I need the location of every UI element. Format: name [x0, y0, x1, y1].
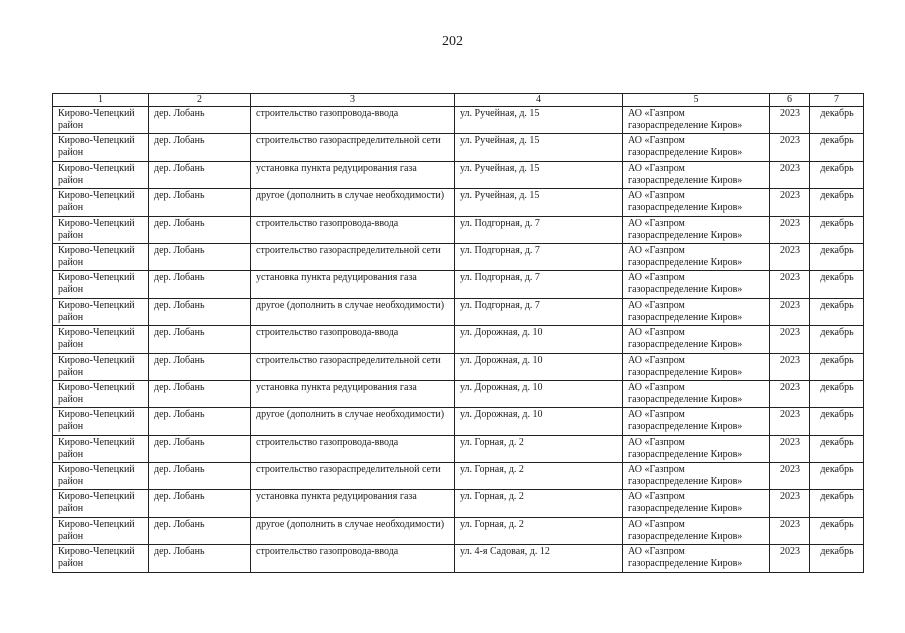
cell-district: Кирово-Чепецкий район — [53, 380, 149, 407]
cell-district: Кирово-Чепецкий район — [53, 243, 149, 270]
cell-organization: АО «Газпром газораспределение Киров» — [623, 545, 770, 572]
cell-district: Кирово-Чепецкий район — [53, 408, 149, 435]
table-row — [53, 517, 864, 544]
cell-address: ул. Дорожная, д. 10 — [455, 380, 623, 407]
cell-month: декабрь — [810, 298, 864, 325]
cell-month: декабрь — [810, 107, 864, 134]
cell-organization: АО «Газпром газораспределение Киров» — [623, 435, 770, 462]
cell-organization: АО «Газпром газораспределение Киров» — [623, 408, 770, 435]
cell-address: ул. Подгорная, д. 7 — [455, 216, 623, 243]
table-row — [53, 134, 864, 161]
cell-month: декабрь — [810, 408, 864, 435]
cell-work-type: строительство газораспределительной сети — [251, 243, 455, 270]
cell-address: ул. Подгорная, д. 7 — [455, 298, 623, 325]
cell-district: Кирово-Чепецкий район — [53, 490, 149, 517]
cell-organization: АО «Газпром газораспределение Киров» — [623, 189, 770, 216]
cell-organization: АО «Газпром газораспределение Киров» — [623, 271, 770, 298]
cell-work-type: другое (дополнить в случае необходимости) — [251, 408, 455, 435]
cell-year: 2023 — [770, 161, 810, 188]
table-row — [53, 545, 864, 572]
cell-address: ул. Ручейная, д. 15 — [455, 189, 623, 216]
cell-settlement: дер. Лобань — [149, 271, 251, 298]
cell-year: 2023 — [770, 463, 810, 490]
cell-work-type: строительство газопровода-ввода — [251, 545, 455, 572]
cell-settlement: дер. Лобань — [149, 353, 251, 380]
cell-month: декабрь — [810, 353, 864, 380]
cell-work-type: установка пункта редуцирования газа — [251, 161, 455, 188]
cell-month: декабрь — [810, 161, 864, 188]
cell-organization: АО «Газпром газораспределение Киров» — [623, 243, 770, 270]
table-row — [53, 380, 864, 407]
cell-year: 2023 — [770, 517, 810, 544]
cell-settlement: дер. Лобань — [149, 490, 251, 517]
cell-organization: АО «Газпром газораспределение Киров» — [623, 216, 770, 243]
cell-settlement: дер. Лобань — [149, 134, 251, 161]
table-row — [53, 271, 864, 298]
cell-district: Кирово-Чепецкий район — [53, 353, 149, 380]
column-header: 5 — [623, 94, 770, 107]
cell-month: декабрь — [810, 435, 864, 462]
cell-year: 2023 — [770, 243, 810, 270]
table-row — [53, 326, 864, 353]
cell-work-type: установка пункта редуцирования газа — [251, 380, 455, 407]
table-row — [53, 161, 864, 188]
cell-settlement: дер. Лобань — [149, 216, 251, 243]
cell-work-type: строительство газопровода-ввода — [251, 326, 455, 353]
cell-settlement: дер. Лобань — [149, 189, 251, 216]
table-row — [53, 408, 864, 435]
cell-organization: АО «Газпром газораспределение Киров» — [623, 490, 770, 517]
cell-district: Кирово-Чепецкий район — [53, 435, 149, 462]
cell-address: ул. Ручейная, д. 15 — [455, 161, 623, 188]
cell-year: 2023 — [770, 380, 810, 407]
cell-district: Кирово-Чепецкий район — [53, 161, 149, 188]
cell-work-type: строительство газораспределительной сети — [251, 353, 455, 380]
cell-month: декабрь — [810, 380, 864, 407]
page-number: 202 — [442, 34, 463, 49]
cell-settlement: дер. Лобань — [149, 161, 251, 188]
cell-settlement: дер. Лобань — [149, 380, 251, 407]
cell-year: 2023 — [770, 545, 810, 572]
cell-year: 2023 — [770, 271, 810, 298]
cell-address: ул. Дорожная, д. 10 — [455, 353, 623, 380]
cell-address: ул. Горная, д. 2 — [455, 517, 623, 544]
cell-month: декабрь — [810, 545, 864, 572]
table-row — [53, 243, 864, 270]
cell-address: ул. Горная, д. 2 — [455, 463, 623, 490]
cell-address: ул. Горная, д. 2 — [455, 490, 623, 517]
table-header-row — [53, 94, 864, 107]
cell-settlement: дер. Лобань — [149, 463, 251, 490]
table-row — [53, 353, 864, 380]
table-row — [53, 490, 864, 517]
cell-organization: АО «Газпром газораспределение Киров» — [623, 380, 770, 407]
cell-month: декабрь — [810, 189, 864, 216]
cell-year: 2023 — [770, 435, 810, 462]
cell-district: Кирово-Чепецкий район — [53, 216, 149, 243]
cell-address: ул. Ручейная, д. 15 — [455, 134, 623, 161]
cell-year: 2023 — [770, 490, 810, 517]
cell-year: 2023 — [770, 216, 810, 243]
table-row — [53, 435, 864, 462]
cell-month: декабрь — [810, 216, 864, 243]
cell-year: 2023 — [770, 189, 810, 216]
cell-settlement: дер. Лобань — [149, 243, 251, 270]
cell-organization: АО «Газпром газораспределение Киров» — [623, 353, 770, 380]
table-row — [53, 298, 864, 325]
cell-settlement: дер. Лобань — [149, 545, 251, 572]
column-header: 6 — [770, 94, 810, 107]
cell-month: декабрь — [810, 517, 864, 544]
cell-year: 2023 — [770, 326, 810, 353]
cell-month: декабрь — [810, 243, 864, 270]
cell-settlement: дер. Лобань — [149, 435, 251, 462]
cell-year: 2023 — [770, 134, 810, 161]
column-header: 2 — [149, 94, 251, 107]
column-header: 4 — [455, 94, 623, 107]
cell-year: 2023 — [770, 408, 810, 435]
cell-organization: АО «Газпром газораспределение Киров» — [623, 463, 770, 490]
table-row — [53, 463, 864, 490]
cell-work-type: другое (дополнить в случае необходимости) — [251, 189, 455, 216]
cell-district: Кирово-Чепецкий район — [53, 271, 149, 298]
cell-settlement: дер. Лобань — [149, 298, 251, 325]
document-table — [52, 93, 864, 573]
cell-month: декабрь — [810, 271, 864, 298]
cell-work-type: строительство газопровода-ввода — [251, 107, 455, 134]
cell-organization: АО «Газпром газораспределение Киров» — [623, 134, 770, 161]
cell-year: 2023 — [770, 353, 810, 380]
cell-work-type: установка пункта редуцирования газа — [251, 271, 455, 298]
table-row — [53, 189, 864, 216]
cell-organization: АО «Газпром газораспределение Киров» — [623, 161, 770, 188]
cell-address: ул. Горная, д. 2 — [455, 435, 623, 462]
cell-work-type: строительство газораспределительной сети — [251, 134, 455, 161]
cell-year: 2023 — [770, 107, 810, 134]
table-row — [53, 107, 864, 134]
column-header: 3 — [251, 94, 455, 107]
cell-district: Кирово-Чепецкий район — [53, 463, 149, 490]
cell-settlement: дер. Лобань — [149, 326, 251, 353]
column-header: 1 — [53, 94, 149, 107]
cell-settlement: дер. Лобань — [149, 517, 251, 544]
table-body — [53, 107, 864, 573]
cell-settlement: дер. Лобань — [149, 107, 251, 134]
cell-district: Кирово-Чепецкий район — [53, 545, 149, 572]
cell-organization: АО «Газпром газораспределение Киров» — [623, 298, 770, 325]
cell-address: ул. Дорожная, д. 10 — [455, 408, 623, 435]
cell-address: ул. 4-я Садовая, д. 12 — [455, 545, 623, 572]
cell-address: ул. Дорожная, д. 10 — [455, 326, 623, 353]
cell-work-type: строительство газопровода-ввода — [251, 435, 455, 462]
cell-year: 2023 — [770, 298, 810, 325]
cell-month: декабрь — [810, 134, 864, 161]
cell-district: Кирово-Чепецкий район — [53, 134, 149, 161]
cell-organization: АО «Газпром газораспределение Киров» — [623, 517, 770, 544]
cell-work-type: установка пункта редуцирования газа — [251, 490, 455, 517]
cell-district: Кирово-Чепецкий район — [53, 326, 149, 353]
cell-work-type: другое (дополнить в случае необходимости) — [251, 298, 455, 325]
cell-month: декабрь — [810, 463, 864, 490]
cell-address: ул. Ручейная, д. 15 — [455, 107, 623, 134]
table-row — [53, 216, 864, 243]
cell-district: Кирово-Чепецкий район — [53, 298, 149, 325]
cell-address: ул. Подгорная, д. 7 — [455, 271, 623, 298]
cell-work-type: другое (дополнить в случае необходимости) — [251, 517, 455, 544]
cell-work-type: строительство газораспределительной сети — [251, 463, 455, 490]
cell-organization: АО «Газпром газораспределение Киров» — [623, 326, 770, 353]
cell-month: декабрь — [810, 490, 864, 517]
cell-work-type: строительство газопровода-ввода — [251, 216, 455, 243]
cell-organization: АО «Газпром газораспределение Киров» — [623, 107, 770, 134]
cell-month: декабрь — [810, 326, 864, 353]
cell-district: Кирово-Чепецкий район — [53, 107, 149, 134]
column-header: 7 — [810, 94, 864, 107]
cell-settlement: дер. Лобань — [149, 408, 251, 435]
cell-district: Кирово-Чепецкий район — [53, 189, 149, 216]
cell-district: Кирово-Чепецкий район — [53, 517, 149, 544]
cell-address: ул. Подгорная, д. 7 — [455, 243, 623, 270]
